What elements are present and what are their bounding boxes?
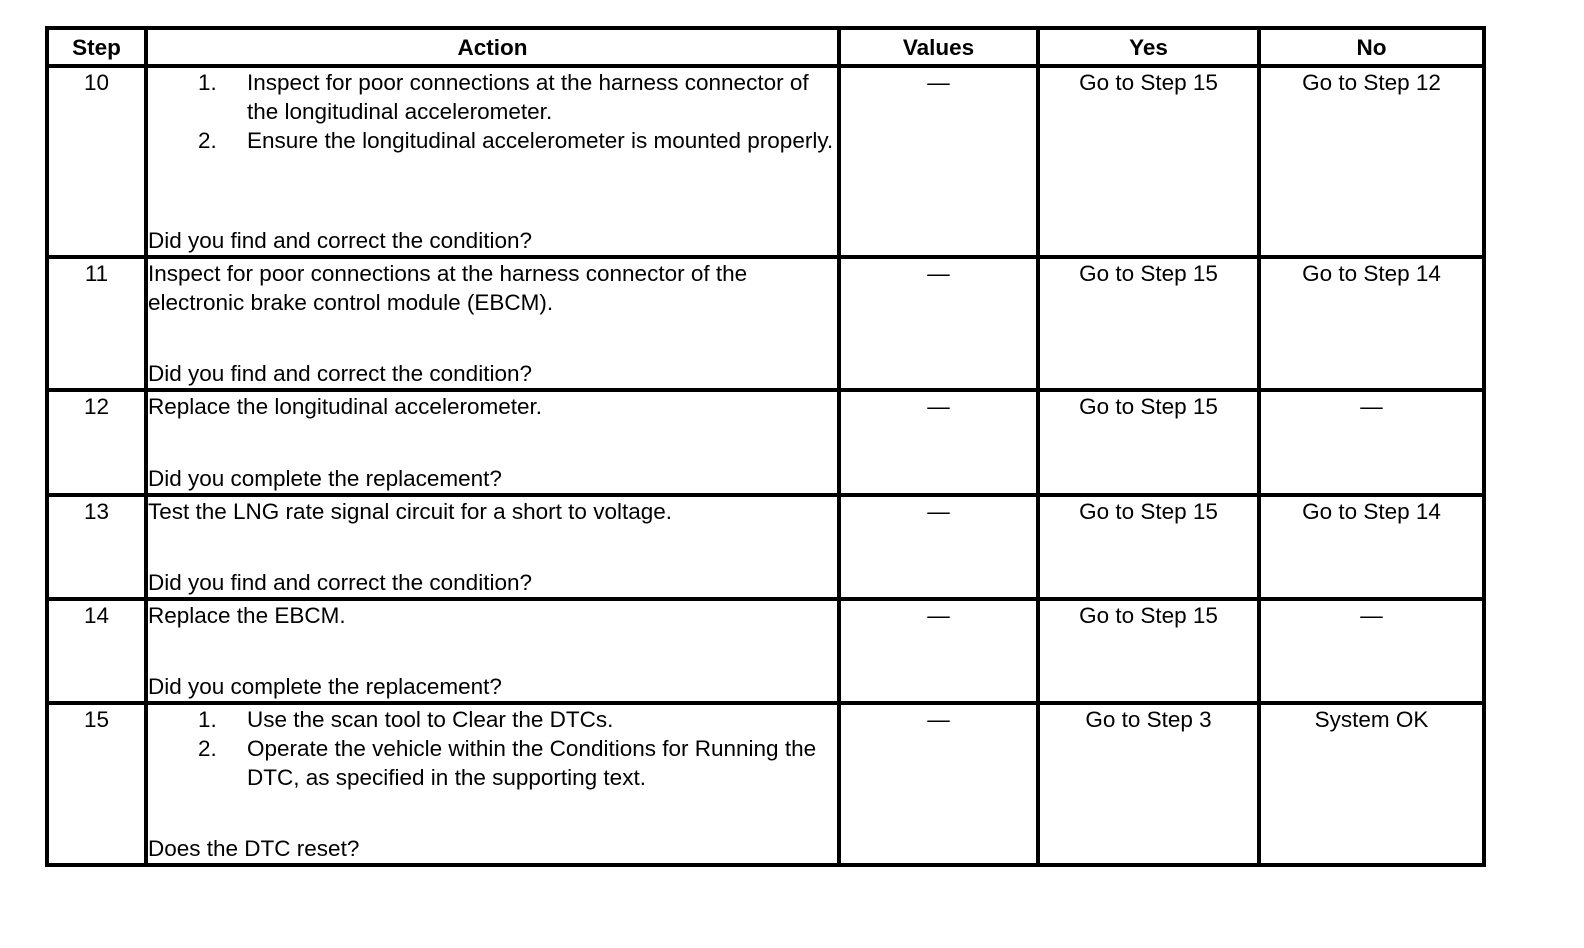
header-action: Action	[146, 28, 839, 66]
question-text: Did you find and correct the condition?	[148, 570, 532, 595]
yes-cell	[1038, 390, 1259, 495]
instruction-item	[198, 68, 837, 126]
instruction-number: 2.	[198, 736, 217, 761]
question-text: Did you find and correct the condition?	[148, 228, 532, 253]
action-cell	[146, 390, 839, 495]
step-number: 10	[47, 66, 146, 257]
step-number: 15	[47, 703, 146, 865]
table-row	[47, 66, 1484, 257]
table-row	[47, 599, 1484, 703]
step-number: 14	[47, 599, 146, 703]
instruction-text: Inspect for poor connections at the harness connector of the longitudinal accelerometer.	[247, 70, 809, 124]
action-cell	[146, 495, 839, 599]
action-cell	[146, 703, 839, 865]
values-cell: —	[839, 703, 1038, 865]
instruction-number: 1.	[198, 707, 217, 732]
instruction-item	[198, 734, 837, 792]
no-result: Go to Step 14	[1302, 499, 1441, 524]
question-text: Did you complete the replacement?	[148, 674, 502, 699]
yes-result: Go to Step 3	[1085, 707, 1212, 732]
header-values: Values	[839, 28, 1038, 66]
values-cell: —	[839, 495, 1038, 599]
no-cell	[1259, 703, 1484, 865]
values-cell: —	[839, 66, 1038, 257]
instruction-list	[148, 68, 837, 155]
no-result: System OK	[1314, 707, 1429, 732]
action-cell	[146, 599, 839, 703]
no-cell	[1259, 390, 1484, 495]
header-step: Step	[47, 28, 146, 66]
step-number: 11	[47, 257, 146, 390]
yes-cell	[1038, 703, 1259, 865]
values-cell: —	[839, 390, 1038, 495]
action-text: Test the LNG rate signal circuit for a short to voltage.	[148, 499, 672, 524]
table-row	[47, 703, 1484, 865]
yes-cell	[1038, 66, 1259, 257]
instruction-item	[198, 126, 837, 155]
instruction-number: 2.	[198, 128, 217, 153]
no-result: Go to Step 12	[1302, 70, 1441, 95]
yes-cell	[1038, 257, 1259, 390]
yes-result: Go to Step 15	[1079, 70, 1218, 95]
instruction-number: 1.	[198, 70, 217, 95]
yes-result: Go to Step 15	[1079, 261, 1218, 286]
instruction-list	[148, 705, 837, 792]
values-cell: —	[839, 257, 1038, 390]
action-text: Replace the EBCM.	[148, 603, 346, 628]
no-cell	[1259, 599, 1484, 703]
yes-result: Go to Step 15	[1079, 603, 1218, 628]
step-number: 12	[47, 390, 146, 495]
action-text: Replace the longitudinal accelerometer.	[148, 394, 542, 419]
question-text: Did you complete the replacement?	[148, 466, 502, 491]
yes-result: Go to Step 15	[1079, 499, 1218, 524]
instruction-text: Operate the vehicle within the Conditions for Running the DTC, as specified in the supporting text.	[247, 736, 817, 790]
instruction-text: Ensure the longitudinal accelerometer is mounted properly.	[247, 128, 834, 153]
values-cell: —	[839, 599, 1038, 703]
question-text: Does the DTC reset?	[148, 836, 360, 861]
no-cell	[1259, 66, 1484, 257]
no-cell	[1259, 495, 1484, 599]
header-yes: Yes	[1038, 28, 1259, 66]
no-cell	[1259, 257, 1484, 390]
table-row	[47, 390, 1484, 495]
table-row	[47, 257, 1484, 390]
no-result: Go to Step 14	[1302, 261, 1441, 286]
action-cell	[146, 66, 839, 257]
step-number: 13	[47, 495, 146, 599]
header-row	[47, 28, 1484, 66]
header-no: No	[1259, 28, 1484, 66]
diagnostic-table	[45, 26, 1486, 867]
instruction-item	[198, 705, 837, 734]
question-text: Did you find and correct the condition?	[148, 361, 532, 386]
yes-cell	[1038, 495, 1259, 599]
no-result: —	[1360, 394, 1383, 419]
action-text: Inspect for poor connections at the harness connector of the electronic brake control module (EBCM).	[148, 261, 748, 315]
yes-cell	[1038, 599, 1259, 703]
instruction-text: Use the scan tool to Clear the DTCs.	[247, 707, 614, 732]
action-cell	[146, 257, 839, 390]
yes-result: Go to Step 15	[1079, 394, 1218, 419]
table-row	[47, 495, 1484, 599]
no-result: —	[1360, 603, 1383, 628]
